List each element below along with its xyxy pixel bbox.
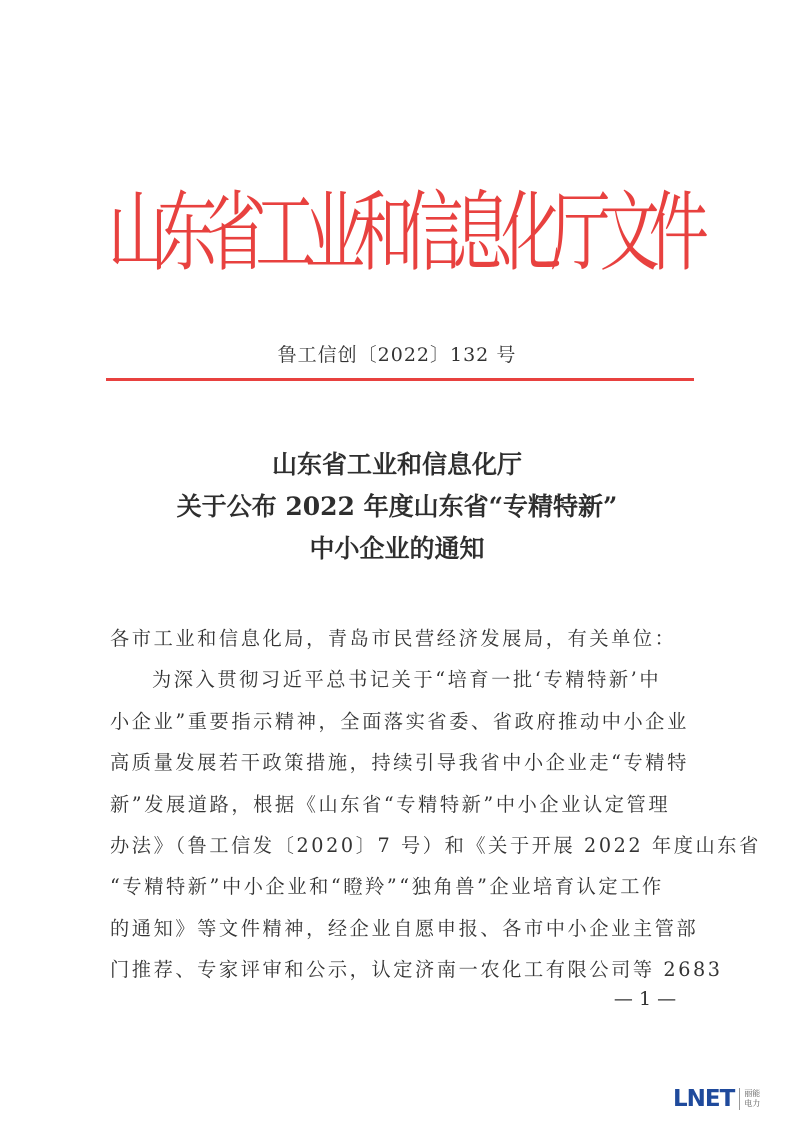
watermark-logo: [673, 1086, 760, 1112]
logo-letter-l: L: [673, 1086, 687, 1112]
banner-char: 文: [599, 182, 660, 284]
page-number: — 1 —: [613, 988, 677, 1010]
banner-char: 山: [108, 182, 168, 284]
banner-char: 业: [304, 182, 365, 284]
title-line: 中小企业的通知: [309, 534, 485, 563]
document-title: [0, 444, 794, 570]
logo-sub-line: 丽能: [744, 1089, 761, 1098]
body-line: “专精特新”中小企业和“瞪羚”“独角兽”企业培育认定工作: [110, 875, 664, 899]
banner-char: 化: [501, 182, 562, 284]
banner-char: 件: [648, 182, 709, 284]
title-line: 山东省工业和信息化厅: [271, 450, 522, 479]
banner-char: 信: [403, 182, 464, 284]
logo-divider: [739, 1088, 740, 1110]
body-line: 门推荐、专家评审和公示，认定济南一农化工有限公司等 2683: [110, 958, 723, 982]
body-line: 为深入贯彻习近平总书记关于“培育一批‘专精特新’中: [152, 668, 662, 692]
body-line: 高质量发展若干政策措施，持续引导我省中小企业走“专精特: [110, 751, 689, 775]
banner-char: 息: [452, 182, 513, 284]
red-divider-rule: [106, 378, 694, 381]
body-line: 小企业”重要指示精神，全面落实省委、省政府推动中小企业: [110, 709, 689, 733]
body-line: 办法》（鲁工信发〔2020〕7 号）和《关于开展 2022 年度山东省: [110, 834, 761, 858]
banner-char: 和: [353, 182, 414, 284]
banner-char: 东: [157, 182, 218, 284]
title-line: 关于公布 2022 年度山东省“专精特新”: [176, 492, 618, 521]
logo-letter-n: N: [686, 1086, 705, 1112]
body-line: 的通知》等文件精神，经企业自愿申报、各市中小企业主管部: [110, 916, 699, 940]
banner-char: 省: [206, 182, 267, 284]
logo-mark: [673, 1086, 734, 1112]
issuer-banner: [108, 154, 709, 299]
salutation: 各市工业和信息化局，青岛市民营经济发展局，有关单位：: [110, 627, 677, 650]
banner-char: 工: [255, 182, 316, 284]
document-number: 鲁工信创〔2022〕132 号: [277, 344, 517, 366]
logo-subtitle: [744, 1089, 760, 1109]
document-body: [110, 618, 761, 991]
logo-sub-line: 电力: [744, 1099, 761, 1108]
banner-char: 厅: [550, 182, 611, 284]
logo-letters-et: ET: [704, 1086, 735, 1112]
body-line: 新”发展道路，根据《山东省“专精特新”中小企业认定管理: [110, 792, 671, 816]
